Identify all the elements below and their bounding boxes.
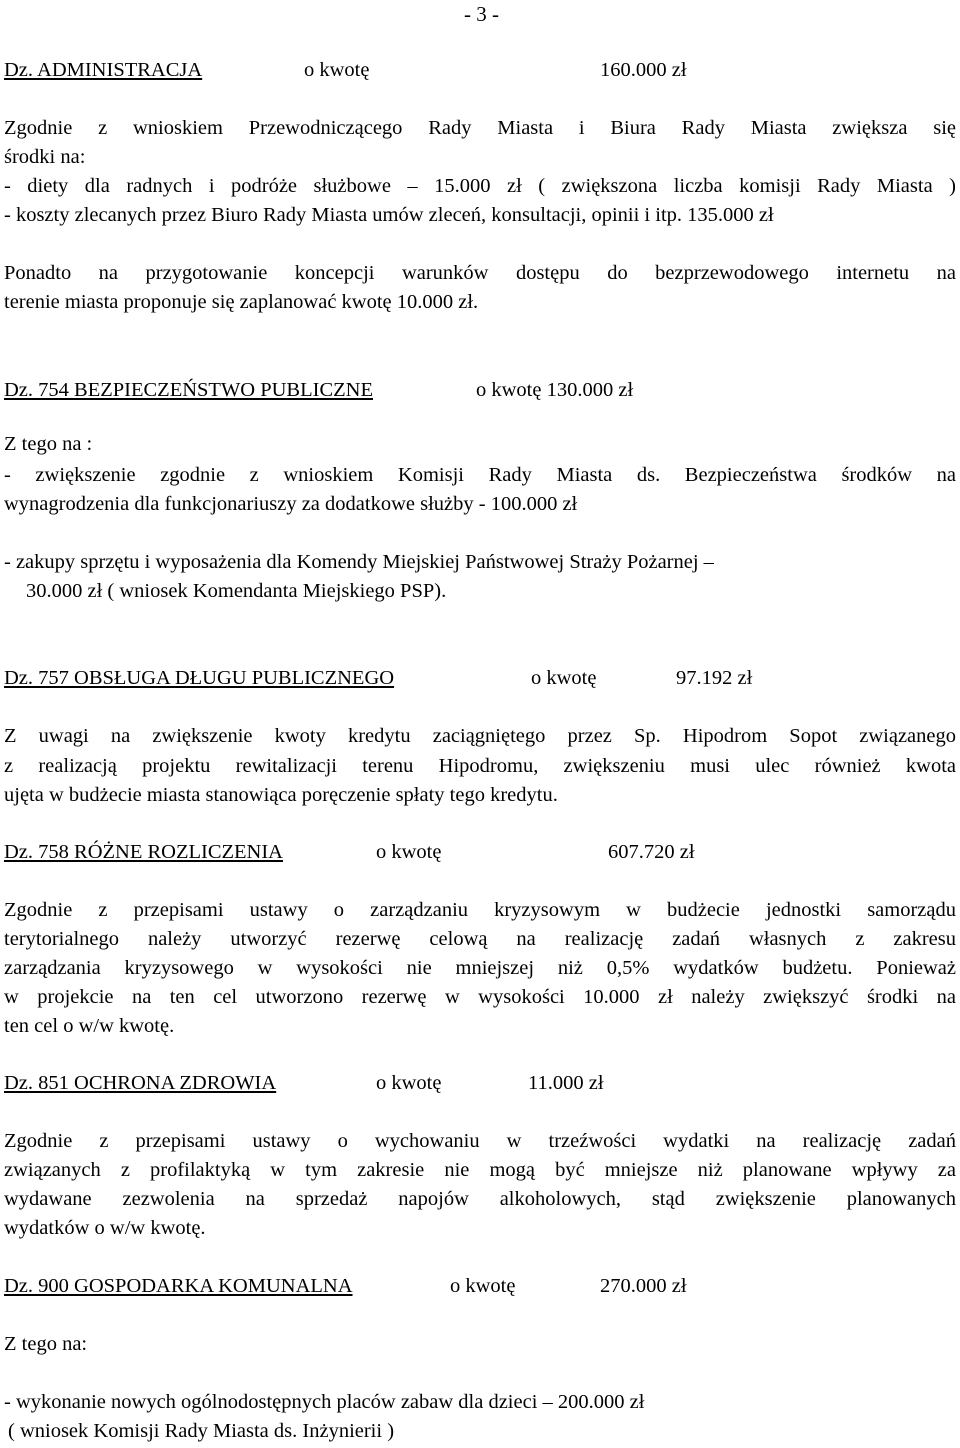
page-number: - 3 - xyxy=(464,2,499,26)
section-kwote-label-dlug: o kwotę xyxy=(531,667,597,689)
paragraph-line: w projekcie na ten cel utworzono rezerwę w wysokości 10.000 zł należy zwiększyć środki na xyxy=(4,986,956,1008)
section-amount-gospodarka: 270.000 zł xyxy=(600,1275,687,1297)
section-heading-gospodarka: Dz. 900 GOSPODARKA KOMUNALNA xyxy=(4,1275,353,1297)
paragraph-line: ( wniosek Komisji Rady Miasta ds. Inżynierii ) xyxy=(8,1420,395,1442)
paragraph-line: - diety dla radnych i podróże służbowe – 15.000 zł ( zwiększona liczba komisji Rady Miasta ) xyxy=(4,175,956,197)
section-heading-zdrowie: Dz. 851 OCHRONA ZDROWIA xyxy=(4,1072,277,1094)
paragraph-line: związanych z profilaktyką w tym zakresie nie mogą być mniejsze niż planowane wpływy za xyxy=(4,1159,956,1181)
paragraph-line: zarządzania kryzysowego w wysokości nie mniejszej niż 0,5% wydatków budżetu. Ponieważ xyxy=(4,957,956,979)
section-kwote-label-gospodarka: o kwotę xyxy=(450,1275,516,1297)
section-heading-dlug: Dz. 757 OBSŁUGA DŁUGU PUBLICZNEGO xyxy=(4,667,395,689)
paragraph-line: Zgodnie z przepisami ustawy o wychowaniu w trzeźwości wydatki na realizację zadań xyxy=(4,1130,956,1152)
paragraph-line: wynagrodzenia dla funkcjonariuszy za dodatkowe służby - 100.000 zł xyxy=(4,493,578,515)
paragraph-line: - zakupy sprzętu i wyposażenia dla Komendy Miejskiej Państwowej Straży Pożarnej – xyxy=(4,551,714,573)
paragraph-line: wydawane zezwolenia na sprzedaż napojów alkoholowych, stąd zwiększenie planowanych xyxy=(4,1188,956,1210)
paragraph-line: - zwiększenie zgodnie z wnioskiem Komisji Rady Miasta ds. Bezpieczeństwa środków na xyxy=(4,464,956,486)
section-heading-rozne: Dz. 758 RÓŻNE ROZLICZENIA xyxy=(4,841,283,863)
section-heading-bezpieczenstwo: Dz. 754 BEZPIECZEŃSTWO PUBLICZNE xyxy=(4,379,373,401)
section-amount-rozne: 607.720 zł xyxy=(608,841,695,863)
section-amount-administracja: 160.000 zł xyxy=(600,59,687,81)
section-kwote-label-bezpieczenstwo: o kwotę 130.000 zł xyxy=(476,379,634,401)
paragraph-line: ujęta w budżecie miasta stanowiąca poręczenie spłaty tego kredytu. xyxy=(4,784,558,806)
section-heading-administracja: Dz. ADMINISTRACJA xyxy=(4,59,203,81)
paragraph-line: - wykonanie nowych ogólnodostępnych placów zabaw dla dzieci – 200.000 zł xyxy=(4,1391,645,1413)
paragraph-line: - koszty zlecanych przez Biuro Rady Miasta umów zleceń, konsultacji, opinii i itp. 135.000 zł xyxy=(4,204,774,226)
section-amount-dlug: 97.192 zł xyxy=(676,667,753,689)
paragraph-line: Zgodnie z przepisami ustawy o zarządzaniu kryzysowym w budżecie jednostki samorządu xyxy=(4,899,956,921)
paragraph-line: terytorialnego należy utworzyć rezerwę celową na realizację zadań własnych z zakresu xyxy=(4,928,956,950)
paragraph-line: Z tego na : xyxy=(4,433,93,455)
paragraph-line: 30.000 zł ( wniosek Komendanta Miejskiego PSP). xyxy=(26,580,447,602)
paragraph-line: Z uwagi na zwiększenie kwoty kredytu zaciągniętego przez Sp. Hipodrom Sopot związanego xyxy=(4,725,956,747)
paragraph-line: Z tego na: xyxy=(4,1333,88,1355)
section-kwote-label-administracja: o kwotę xyxy=(304,59,370,81)
paragraph-line: ten cel o w/w kwotę. xyxy=(4,1015,175,1037)
section-kwote-label-rozne: o kwotę xyxy=(376,841,442,863)
paragraph-line: Zgodnie z wnioskiem Przewodniczącego Rady Miasta i Biura Rady Miasta zwiększa się xyxy=(4,117,956,139)
section-kwote-label-zdrowie: o kwotę xyxy=(376,1072,442,1094)
paragraph-line: terenie miasta proponuje się zaplanować kwotę 10.000 zł. xyxy=(4,291,479,313)
paragraph-line: wydatków o w/w kwotę. xyxy=(4,1217,206,1239)
paragraph-line: środki na: xyxy=(4,146,86,168)
paragraph-line: z realizacją projektu rewitalizacji terenu Hipodromu, zwiększeniu musi ulec również kwota xyxy=(4,755,956,777)
paragraph-line: Ponadto na przygotowanie koncepcji warunków dostępu do bezprzewodowego internetu na xyxy=(4,262,956,284)
section-amount-zdrowie: 11.000 zł xyxy=(528,1072,604,1094)
